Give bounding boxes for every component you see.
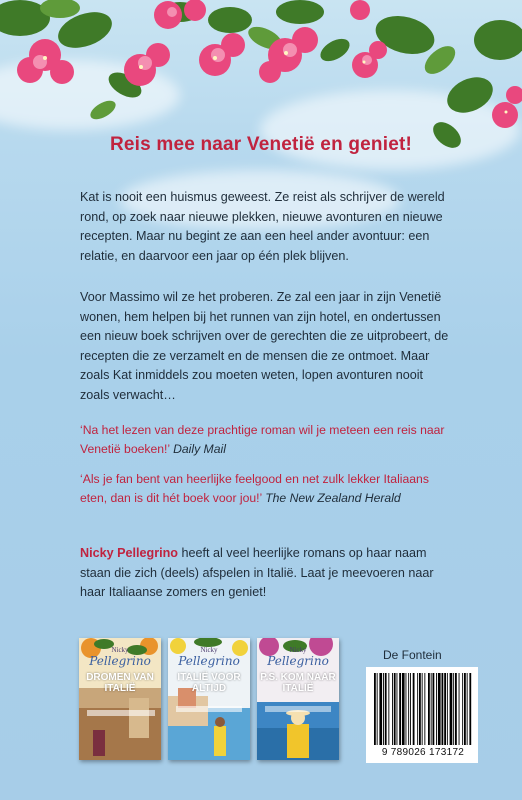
review-quote [80, 470, 452, 508]
barcode-bars [372, 673, 472, 745]
book-author-first: Nicky [289, 646, 307, 654]
barcode-bar [450, 673, 453, 745]
barcode-bar [397, 673, 398, 745]
barcode-bar [388, 673, 389, 745]
barcode-bar [383, 673, 384, 745]
publisher-name: De Fontein [383, 648, 442, 662]
blurb-paragraph-2 [80, 288, 452, 405]
barcode-bar [385, 673, 387, 745]
blurb-text: Voor Massimo wil ze het proberen. Ze zal een jaar in zijn Venetië wonen, hem helpen bij het runnen van zijn hotel, en ondertussen een nieuw boek schrijven over de gerechten die ze uitprobeert, de recepten die ze verzamelt en de mensen die ze ontmoet. Maar zoals Kat inmiddels zou moeten weten, lopen avonturen nooit zoals verwacht… [80, 290, 449, 402]
barcode-bar [422, 673, 423, 745]
book-author-first: Nicky [111, 646, 129, 654]
book-author: Pellegrino [267, 654, 329, 668]
book-author-first: Nicky [200, 646, 218, 654]
barcode-bar [377, 673, 378, 745]
barcode-bar [436, 673, 437, 745]
isbn-barcode [366, 667, 478, 763]
barcode-bar [399, 673, 401, 745]
barcode-bar [459, 673, 460, 745]
barcode-bar [442, 673, 444, 745]
barcode-bar [424, 673, 425, 745]
barcode-bar [469, 673, 471, 745]
quote-text: ‘Als je fan bent van heerlijke feelgood en net zulk lekker Italiaans eten, dan is dit hét boek voor jou!’ [80, 472, 429, 505]
barcode-bar [379, 673, 382, 745]
barcode-bar [453, 673, 454, 745]
barcode-bar [428, 673, 430, 745]
barcode-bar [417, 673, 418, 745]
book-cover-ps-kom-naar-italie [257, 638, 339, 760]
barcode-bar [408, 673, 409, 745]
author-note-text: heeft al veel heerlijke romans op haar naam staan die zich (deels) afspelen in Italië. Laat je meevoeren naar haar Italiaanse zomers en geniet! [80, 546, 434, 599]
book-title: P.S. KOM NAAR ITALIË [260, 672, 336, 694]
barcode-bar [374, 673, 376, 745]
barcode-bar [392, 673, 393, 745]
book-author: Pellegrino [89, 654, 151, 668]
barcode-bar [444, 673, 446, 745]
review-quote [80, 421, 452, 459]
blurb-text: Kat is nooit een huismus geweest. Ze reist als schrijver de wereld rond, op zoek naar nieuwe plekken, nieuwe avonturen en nieuwe recepten. Maar nu begint ze aan een heel ander avontuur: een relatie, en daarvoor een jaar op één plek blijven. [80, 190, 445, 263]
barcode-bar [464, 673, 466, 745]
barcode-number: 9 789026 173172 [381, 747, 465, 758]
book-cover-dromen-van-italie [79, 638, 161, 760]
book-cover-italie-voor-altijd [168, 638, 250, 760]
barcode-bar [462, 673, 463, 745]
quote-source: Daily Mail [173, 442, 226, 456]
quote-text: ‘Na het lezen van deze prachtige roman wil je meteen een reis naar Venetië boeken!’ [80, 423, 445, 456]
blurb-paragraph-1 [80, 188, 452, 266]
quote-source: The New Zealand Herald [265, 491, 401, 505]
barcode-bar [419, 673, 421, 745]
barcode-bar [433, 673, 435, 745]
book-author: Pellegrino [178, 654, 240, 668]
book-title: ITALIË VOOR ALTIJD [177, 672, 241, 694]
book-title: DROMEN VAN ITALIË [86, 672, 154, 694]
headline: Reis mee naar Venetië en geniet! [109, 134, 413, 155]
author-note [80, 544, 452, 603]
author-name: Nicky Pellegrino [80, 546, 178, 560]
barcode-bar [455, 673, 457, 745]
barcode-bar [402, 673, 405, 745]
barcode-bar [410, 673, 411, 745]
barcode-bar [447, 673, 448, 745]
barcode-bar [431, 673, 432, 745]
barcode-bar [467, 673, 468, 745]
barcode-bar [438, 673, 441, 745]
bougainvillea-illustration [0, 0, 522, 150]
barcode-bar [394, 673, 396, 745]
barcode-bar [406, 673, 407, 745]
barcode-bar [413, 673, 415, 745]
